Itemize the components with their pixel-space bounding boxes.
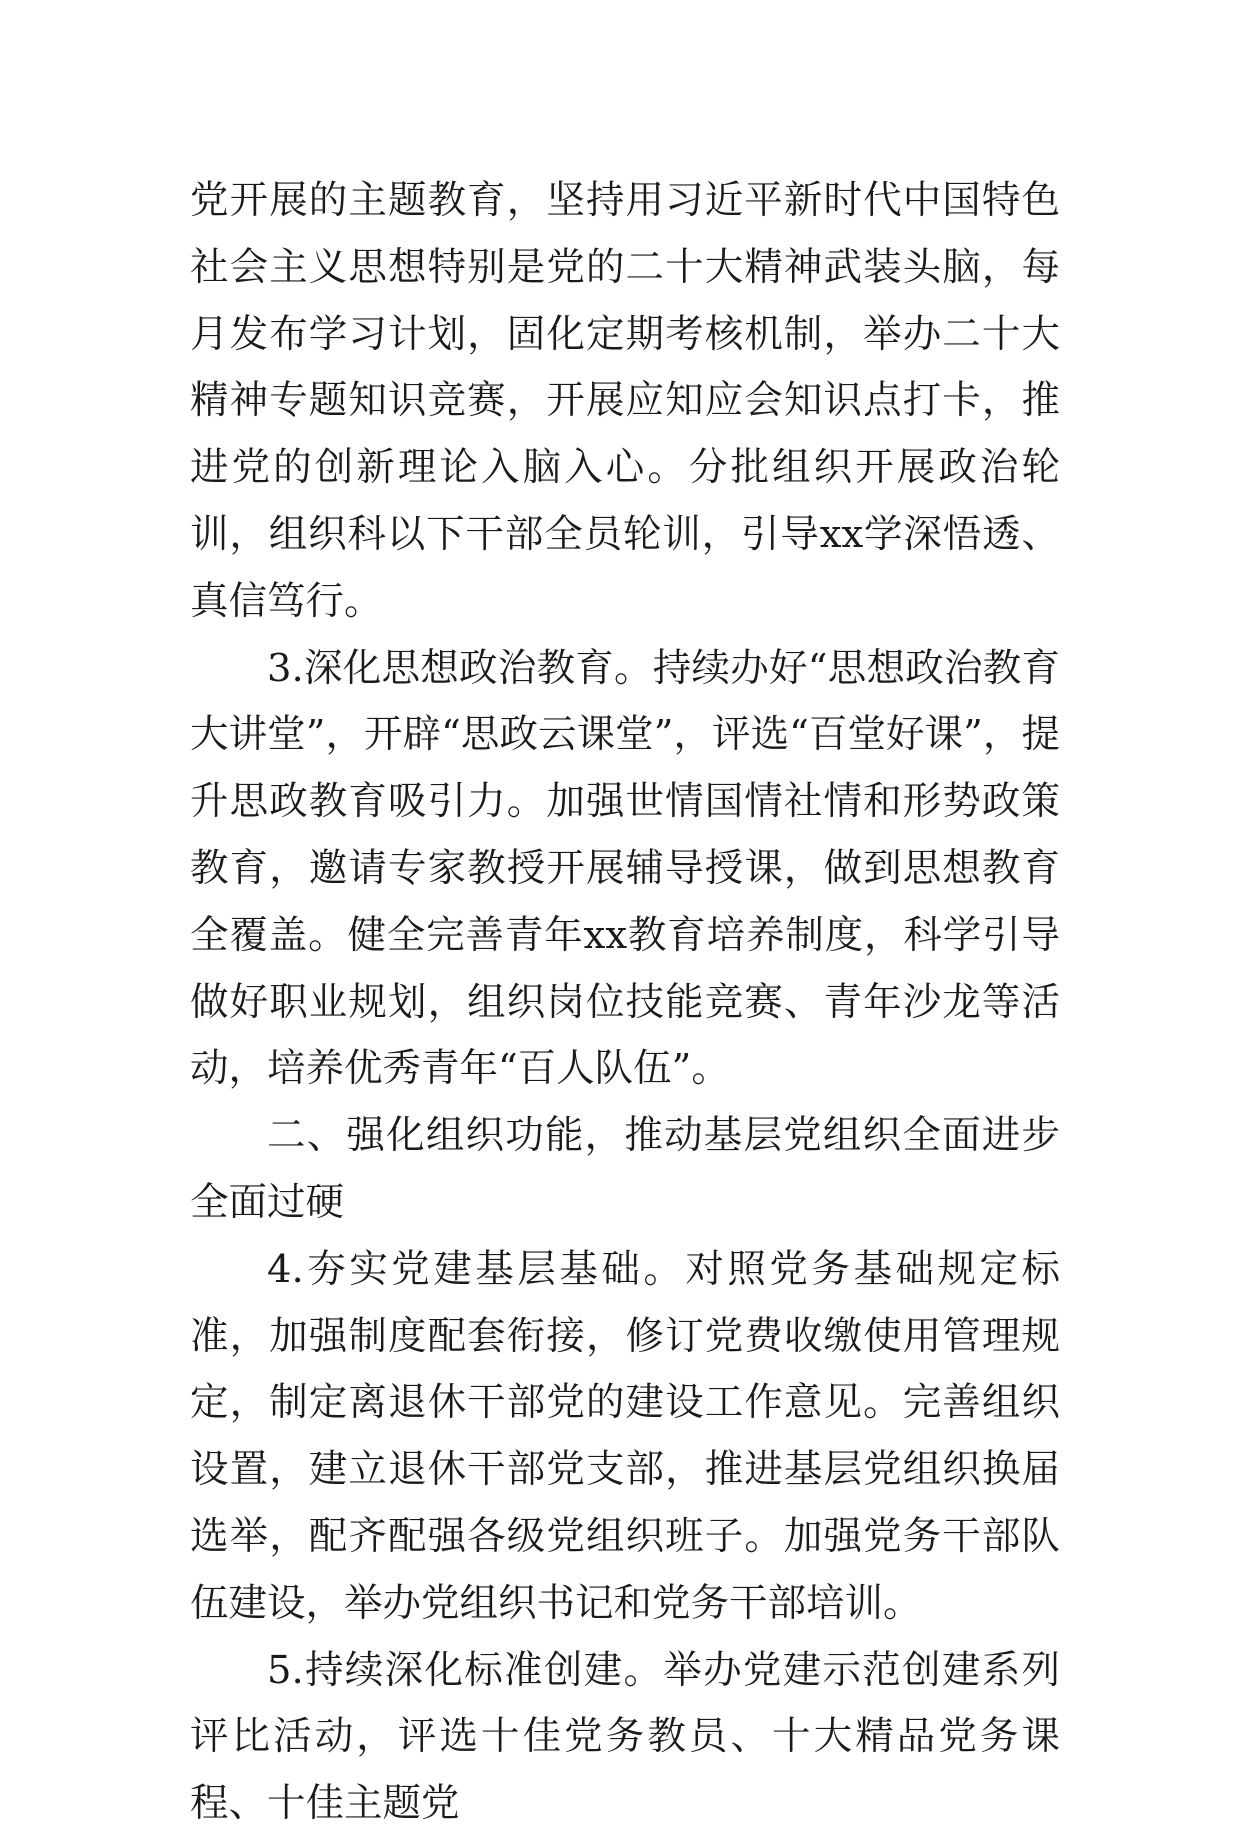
section-heading-2-organization-function: 二、强化组织功能，推动基层党组织全面进步全面过硬	[190, 1113, 1060, 1225]
paragraph-item-3-ideological-education: 3.深化思想政治教育。持续办好“思想政治教育大讲堂”，开辟“思政云课堂”，评选“百堂好课”，提升思政教育吸引力。加强世情国情社情和形势政策教育，邀请专家教授开展辅导授课，做到思想教育全覆盖。健全完善青年xx教育培养制度，科学引导做好职业规划，组织岗位技能竞赛、青年沙龙等活动，培养优秀青年“百人队伍”。	[190, 645, 1060, 1092]
paragraph-item-5-standard-creation: 5.持续深化标准创建。举办党建示范创建系列评比活动，评选十佳党务教员、十大精品党务课程、十佳主题党	[190, 1647, 1060, 1827]
paragraph-continued-intro: 党开展的主题教育，坚持用习近平新时代中国特色社会主义思想特别是党的二十大精神武装头脑，每月发布学习计划，固化定期考核机制，举办二十大精神专题知识竞赛，开展应知应会知识点打卡，推进党的创新理论入脑入心。分批组织开展政治轮训，组织科以下干部全员轮训，引导xx学深悟透、真信笃行。	[190, 178, 1060, 624]
document-body	[190, 168, 1060, 1838]
paragraph-item-4-party-foundation: 4.夯实党建基层基础。对照党务基础规定标准，加强制度配套衔接，修订党费收缴使用管理规定，制定离退休干部党的建设工作意见。完善组织设置，建立退休干部党支部，推进基层党组织换届选举，配齐配强各级党组织班子。加强党务干部队伍建设，举办党组织书记和党务干部培训。	[190, 1246, 1060, 1626]
